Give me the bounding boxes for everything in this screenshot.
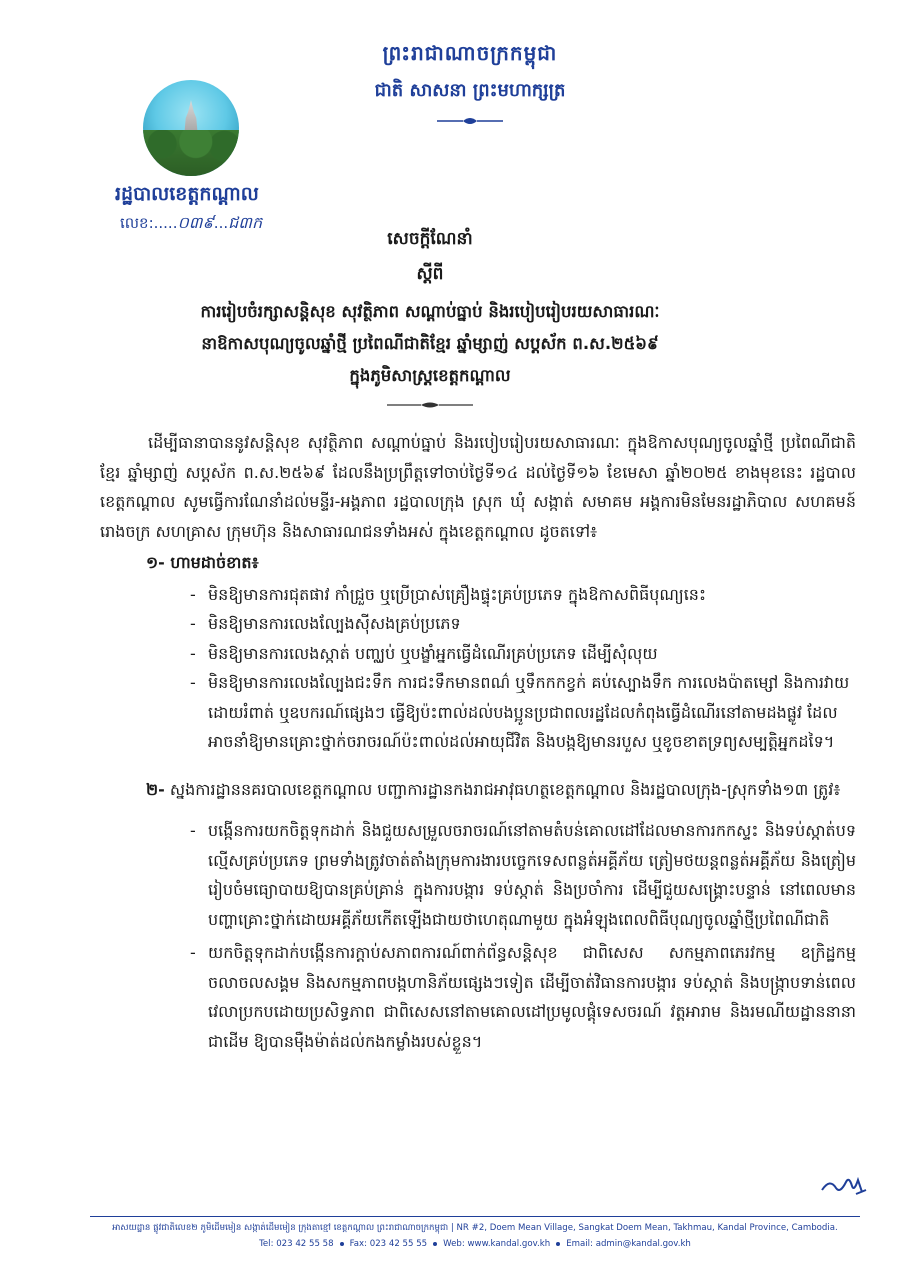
section-2-heading — [100, 775, 856, 805]
section-2-heading-text: ស្នងការដ្ឋាននគរបាលខេត្តកណ្ដាល បញ្ជាការដ្ឋានកងរាជអាវុធហត្ថខេត្តកណ្ដាល និងរដ្ឋបាលក្រុង-ស្រុកទាំង១៣ ត្រូវ៖ — [169, 779, 841, 799]
provincial-seal-logo — [143, 80, 239, 176]
signature-initials-icon — [818, 1172, 868, 1198]
list-item: - មិនឱ្យមានការលេងស្កាត់ បញ្ឈប់ ឬបង្ខាំអ្នកធ្វើដំណើរគ្រប់ប្រភេទ ដើម្បីសុំលុយ — [190, 639, 856, 669]
section-1-list — [100, 580, 856, 757]
list-item: - បង្កើនការយកចិត្តទុកដាក់ និងជួយសម្រួលចរាចរណ៍នៅតាមតំបន់គោលដៅដែលមានការកកស្ទះ និងទប់ស្កាត់បទល្មើសគ្រប់ប្រភេទ ព្រមទាំងត្រូវចាត់តាំងក្រុមការងារបច្ចេកទេសពន្លត់អគ្គីភ័យ ត្រៀមថយន្តពន្លត់អគ្គីភ័យ និងត្រៀមរៀបចំមធ្យោបាយឱ្យបានគ្រប់គ្រាន់ ក្នុងការបង្ការ ទប់ស្កាត់ និងប្រចាំការ ដើម្បីជួយសង្គ្រោះបន្ទាន់ នៅពេលមានបញ្ហាគ្រោះថ្នាក់ដោយអគ្គីភ័យកើតឡើងជាយថាហេតុណាមួយ ក្នុងអំឡុងពេលពិធីបុណ្យចូលឆ្នាំថ្មីប្រពៃណីជាតិ — [190, 816, 856, 934]
footer-web: Web: www.kandal.gov.kh — [443, 1239, 551, 1249]
trees-icon — [143, 130, 239, 176]
bullet-icon — [556, 1242, 560, 1246]
footer-fax: Fax: 023 42 55 55 — [349, 1239, 428, 1249]
intro-paragraph: ដើម្បីធានាបាននូវសន្តិសុខ សុវត្ថិភាព សណ្ដាប់ធ្នាប់ និងរបៀបរៀបរយសាធារណៈ ក្នុងឱកាសបុណ្យចូលឆ្នាំថ្មី ប្រពៃណីជាតិខ្មែរ ឆ្នាំម្សាញ់ សប្តស័ក ព.ស.២៥៦៩ ដែលនឹងប្រព្រឹត្តទៅចាប់ថ្ងៃទី១៤ ដល់ថ្ងៃទី១៦ ខែមេសា ឆ្នាំ២០២៥ ខាងមុខនេះ រដ្ឋបាលខេត្តកណ្ដាល សូមធ្វើការណែនាំដល់មន្ទីរ-អង្គភាព រដ្ឋបាលក្រុង ស្រុក ឃុំ សង្កាត់ សមាគម អង្គការមិនមែនរដ្ឋាភិបាល សហគមន៍ រោងចក្រ សហគ្រាស ក្រុមហ៊ុន និងសាធារណជនទាំងអស់ ក្នុងខេត្តកណ្ដាល ដូចតទៅ៖ — [100, 433, 856, 541]
footer-contacts — [90, 1239, 860, 1249]
list-item: - មិនឱ្យមានការជុតផាវ កាំជ្រួច ឬប្រើប្រាស់គ្រឿងផ្ទុះគ្រប់ប្រភេទ ក្នុងឱកាសពិធីបុណ្យនេះ — [190, 580, 856, 610]
title-line-2: ស្ដីពី — [416, 264, 444, 284]
reference-number: លេខ:.....០៣៩...ជ៣ក — [120, 214, 263, 232]
ornament-divider-icon — [435, 115, 505, 127]
document-title — [150, 228, 710, 414]
kingdom-header — [280, 40, 660, 131]
footer-address: អាសយដ្ឋាន ផ្លូវជាតិលេខ២ ភូមិដើមមៀន សង្កាត់ដើមមៀន ក្រុងតាខ្មៅ ខេត្តកណ្ដាល ព្រះរាជាណាចក្រកម្ពុជា | NR #2, Doem Mean Village, Sangkat Doem Mean, Takhmau, Kandal Province, Cambodia. — [112, 1223, 838, 1233]
section-1 — [100, 548, 856, 757]
footer-email: Email: admin@kandal.gov.kh — [566, 1239, 691, 1249]
title-ornament-icon — [385, 400, 475, 410]
kingdom-name: ព្រះរាជាណាចក្រកម្ពុជា — [382, 41, 558, 65]
ref-suffix: ជ៣ក — [228, 215, 263, 232]
bullet-icon — [433, 1242, 437, 1246]
title-line-5: ក្នុងភូមិសាស្ត្រខេត្តកណ្ដាល — [349, 366, 511, 385]
section-1-heading: ១- ហាមដាច់ខាត៖ — [146, 553, 259, 572]
title-line-1: សេចក្ដីណែនាំ — [387, 229, 473, 249]
section-2-label: ២- — [146, 779, 165, 799]
list-item: - មិនឱ្យមានការលេងល្បែងជះទឹក ការជះទឹកមានពណ៌ ឬទឹកកកខ្វក់ គប់ស្បោងទឹក ការលេងប៉ាតម្សៅ និងការវាយដោយរំពាត់ ឬឧបករណ៍ផ្សេងៗ ធ្វើឱ្យប៉ះពាល់ដល់បងប្អូនប្រជាពលរដ្ឋដែលកំពុងធ្វើដំណើរនៅតាមដងផ្លូវ ដែលអាចនាំឱ្យមានគ្រោះថ្នាក់ចរាចរណ៍ប៉ះពាល់ដល់អាយុជីវិត និងបង្កឱ្យមានរបួស ឬខូចខាតទ្រព្យសម្បត្តិអ្នកដទៃ។ — [190, 668, 856, 757]
list-item: - មិនឱ្យមានការលេងល្បែងស៊ីសងគ្រប់ប្រភេទ — [190, 609, 856, 639]
ref-label: លេខ: — [120, 214, 154, 232]
section-2-list — [100, 816, 856, 1056]
bullet-icon — [340, 1242, 344, 1246]
document-body — [100, 428, 856, 1060]
section-2 — [100, 775, 856, 1057]
ref-number: ០៣៩ — [177, 215, 214, 232]
national-motto: ជាតិ សាសនា ព្រះមហាក្សត្រ — [374, 80, 566, 101]
list-item: - យកចិត្តទុកដាក់បង្កើនការក្ដាប់សភាពការណ៍ពាក់ព័ន្ធសន្តិសុខ ជាពិសេស សកម្មភាពភេរវកម្ម ឧក្រិដ្ឋកម្ម ចលាចលសង្គម និងសកម្មភាពបង្កហានិភ័យផ្សេងៗទៀត ដើម្បីចាត់វិធានការបង្ការ ទប់ស្កាត់ និងបង្រ្កាបទាន់ពេលវេលាប្រកបដោយប្រសិទ្ធភាព ជាពិសេសនៅតាមគោលដៅប្រមូលផ្ដុំទេសចរណ៍ វត្តអារាម និងរមណីយដ្ឋាននានាជាដើម ឱ្យបានម៉ឺងម៉ាត់ដល់កងកម្លាំងរបស់ខ្លួន។ — [190, 938, 856, 1056]
footer — [90, 1216, 860, 1249]
title-line-4: នាឱកាសបុណ្យចូលឆ្នាំថ្មី ប្រពៃណីជាតិខ្មែរ ឆ្នាំម្សាញ់ សប្តស័ក ព.ស.២៥៦៩ — [201, 334, 659, 353]
title-line-3: ការរៀបចំរក្សាសន្តិសុខ សុវត្ថិភាព សណ្ដាប់ធ្នាប់ និងរបៀបរៀបរយសាធារណៈ — [200, 302, 660, 321]
footer-tel: Tel: 023 42 55 58 — [259, 1239, 334, 1249]
issuing-authority: រដ្ឋបាលខេត្តកណ្ដាល — [115, 183, 259, 205]
